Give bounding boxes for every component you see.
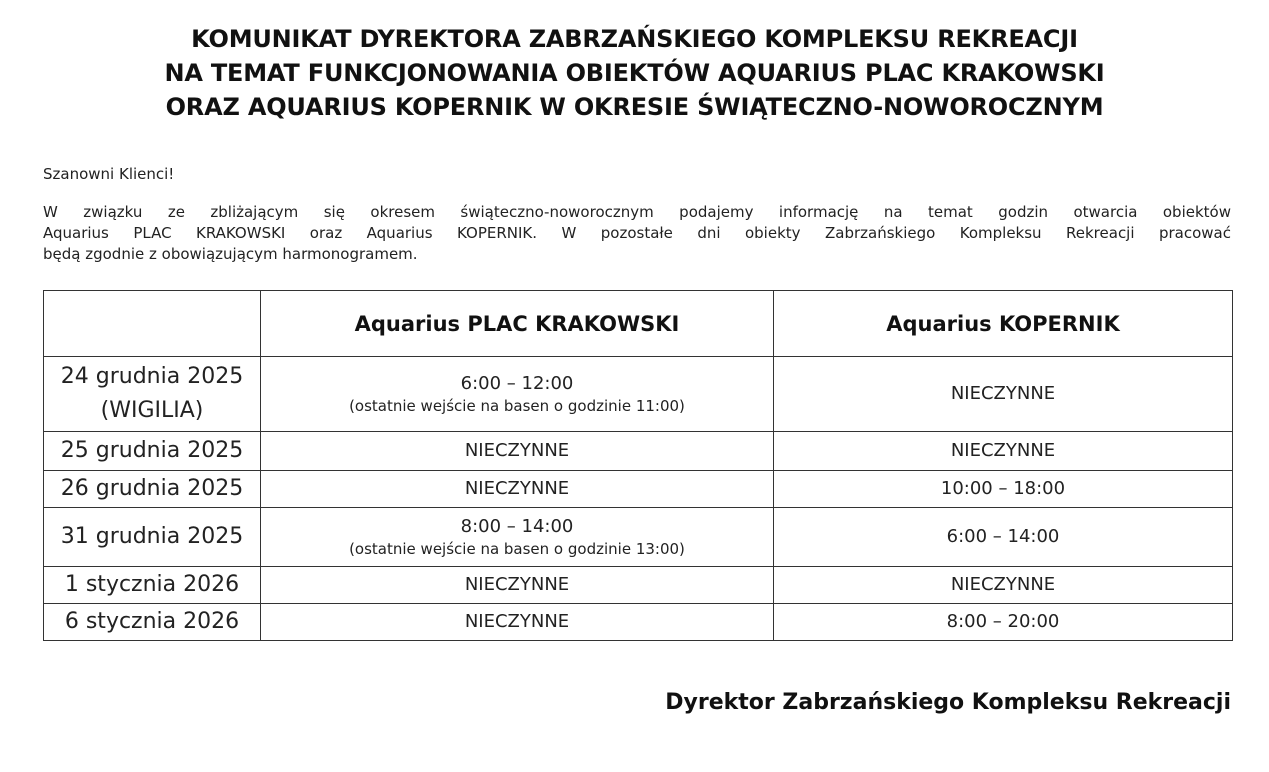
greeting-text: Szanowni Klienci!: [43, 165, 175, 183]
date-cell: 1 stycznia 2026: [44, 567, 261, 604]
hours-value: 8:00 – 14:00: [460, 516, 574, 537]
intro-line-2: Aquarius PLAC KRAKOWSKI oraz Aquarius KOPERNIK. W pozostałe dni obiekty Zabrzańskiego Kompleksu Rekreacji pracować: [43, 224, 1231, 242]
director-signature: Dyrektor Zabrzańskiego Kompleksu Rekreacji: [665, 690, 1231, 715]
plac-krakowski-hours-cell: [261, 508, 774, 567]
date-subtitle: (WIGILIA): [100, 398, 204, 423]
last-entry-note: (ostatnie wejście na basen o godzinie 13:00): [349, 540, 685, 558]
title-line-3: ORAZ AQUARIUS KOPERNIK W OKRESIE ŚWIĄTECZNO-NOWOROCZNYM: [165, 93, 1104, 121]
table-row: [44, 567, 1233, 604]
title-line-2: NA TEMAT FUNKCJONOWANIA OBIEKTÓW AQUARIUS PLAC KRAKOWSKI: [164, 59, 1105, 87]
table-row: [44, 357, 1233, 432]
date-cell: 6 stycznia 2026: [44, 604, 261, 641]
last-entry-note: (ostatnie wejście na basen o godzinie 11:00): [349, 397, 685, 415]
table-row: [44, 604, 1233, 641]
kopernik-hours-cell: NIECZYNNE: [774, 567, 1233, 604]
kopernik-hours-cell: NIECZYNNE: [774, 432, 1233, 471]
date-cell: 31 grudnia 2025: [44, 508, 261, 567]
kopernik-hours-cell: 8:00 – 20:00: [774, 604, 1233, 641]
kopernik-hours-cell: 6:00 – 14:00: [774, 508, 1233, 567]
table-row: [44, 432, 1233, 471]
header-date-column: [44, 291, 261, 357]
intro-line-1: W związku ze zbliżającym się okresem świąteczno-noworocznym podajemy informację na temat godzin otwarcia obiektów: [43, 203, 1231, 221]
plac-krakowski-hours-cell: NIECZYNNE: [261, 567, 774, 604]
intro-line-3: będą zgodnie z obowiązującym harmonogramem.: [43, 245, 418, 263]
title-line-1: KOMUNIKAT DYREKTORA ZABRZAŃSKIEGO KOMPLEKSU REKREACJI: [191, 25, 1078, 53]
plac-krakowski-hours-cell: [261, 357, 774, 432]
header-plac-krakowski: Aquarius PLAC KRAKOWSKI: [261, 291, 774, 357]
table-row: [44, 471, 1233, 508]
plac-krakowski-hours-cell: NIECZYNNE: [261, 432, 774, 471]
header-kopernik: Aquarius KOPERNIK: [774, 291, 1233, 357]
plac-krakowski-hours-cell: NIECZYNNE: [261, 604, 774, 641]
opening-hours-table: [43, 290, 1233, 641]
table-row: [44, 508, 1233, 567]
plac-krakowski-hours-cell: NIECZYNNE: [261, 471, 774, 508]
kopernik-hours-cell: 10:00 – 18:00: [774, 471, 1233, 508]
date-cell: [44, 357, 261, 432]
date-cell: 26 grudnia 2025: [44, 471, 261, 508]
page-title: [0, 22, 1269, 124]
date-text: 24 grudnia 2025: [60, 364, 244, 389]
kopernik-hours-cell: NIECZYNNE: [774, 357, 1233, 432]
date-cell: 25 grudnia 2025: [44, 432, 261, 471]
table-header-row: [44, 291, 1233, 357]
intro-paragraph: [43, 202, 1231, 265]
hours-value: 6:00 – 12:00: [460, 373, 574, 394]
